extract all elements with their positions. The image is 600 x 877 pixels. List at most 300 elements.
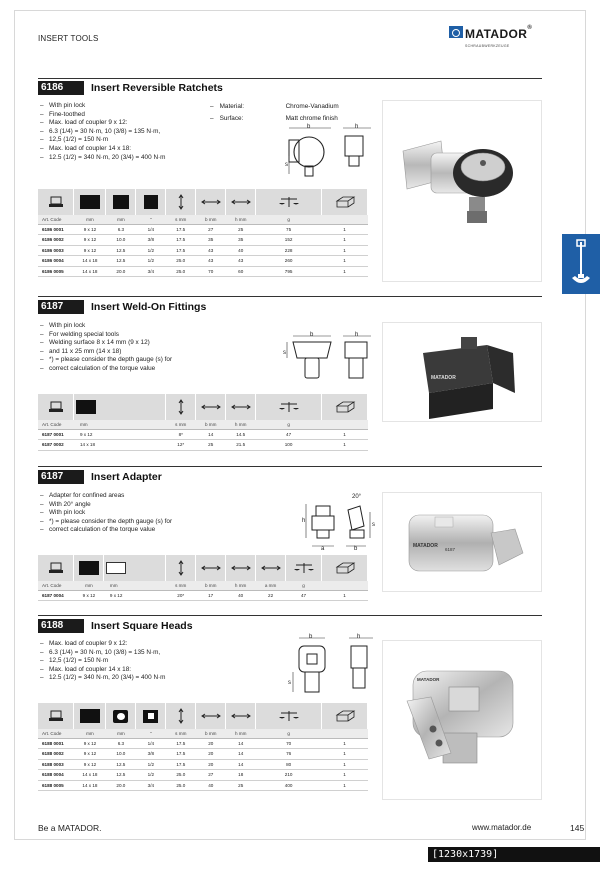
feature-item: – With pin lock [40, 102, 166, 111]
unit-cell: g [256, 215, 322, 224]
table-cell: 1/4 [136, 224, 166, 235]
table-cell: 9 x 12 [104, 590, 166, 601]
table-units-row [38, 420, 368, 429]
feature-list [40, 640, 166, 683]
table-header-icons [38, 189, 368, 215]
table-row [38, 759, 368, 770]
feature-text: 12,5 (1/2) = 150 N·m [49, 657, 109, 665]
footer-url[interactable]: www.matador.de [472, 823, 532, 832]
table-header-icons [38, 394, 368, 420]
section-divider [38, 78, 542, 79]
unit-cell: h mm [226, 215, 256, 224]
square-head-photo [383, 641, 543, 801]
dim-label-s: s [283, 350, 286, 356]
table-cell: 25 [226, 224, 256, 235]
table-cell: 25.0 [166, 770, 196, 781]
table-cell: 20.0 [106, 266, 136, 277]
height-arrow-icon [177, 708, 185, 724]
spec-table [38, 189, 368, 277]
product-photo [382, 322, 542, 422]
unit-cell: s mm [166, 729, 196, 738]
art-code-cell: 6188 0003 [38, 759, 74, 770]
unit-cell: " [136, 729, 166, 738]
technical-drawing [283, 122, 375, 184]
side-tab[interactable] [562, 234, 600, 294]
table-cell: 14 x 18 [74, 780, 106, 791]
table-cell: 1/2 [136, 770, 166, 781]
table-cell: 100 [256, 440, 322, 451]
table-cell: 43 [196, 256, 226, 267]
table-cell: 3/4 [136, 780, 166, 791]
unit-cell: mm [106, 729, 136, 738]
coupler-block-icon [48, 710, 64, 722]
table-cell: 17.5 [166, 749, 196, 760]
square-drive-icon [80, 709, 100, 723]
technical-drawing [285, 632, 377, 698]
table-row [38, 245, 368, 256]
feature-text: 12.5 (1/2) = 340 N·m, 20 (3/4) = 400 N·m [49, 674, 166, 682]
table-cell: 1 [322, 245, 368, 256]
table-cell: 40 [226, 245, 256, 256]
dim-label-h: h [357, 634, 361, 640]
dim-label-angle: 20° [352, 494, 362, 500]
dash: – [210, 103, 214, 110]
feature-list [40, 322, 172, 374]
table-cell: 27 [196, 224, 226, 235]
table-cell: 17.5 [166, 738, 196, 749]
table-cell: 14.5 [226, 429, 256, 440]
art-code-cell: 6187 0001 [38, 429, 74, 440]
footer-slogan: Be a MATADOR. [38, 823, 102, 833]
square-drive-icon [144, 195, 158, 209]
table-cell: 20 [196, 749, 226, 760]
unit-cell: g [256, 420, 322, 429]
dim-label-s: s [372, 522, 375, 528]
page-number: 145 [570, 823, 585, 833]
table-cell: 25 [196, 440, 226, 451]
table-cell: 40 [226, 590, 256, 601]
feature-item [40, 154, 166, 163]
table-cell: 14 x 18 [74, 266, 106, 277]
coupler-block-icon [48, 401, 64, 413]
table-cell: 70 [196, 266, 226, 277]
material-value: Chrome-Vanadium [285, 103, 339, 110]
table-cell: 400 [256, 780, 322, 791]
table-row [38, 224, 368, 235]
photo-brand-label: MATADOR [413, 543, 438, 549]
table-cell: 76 [256, 749, 322, 760]
table-cell: 22 [256, 590, 286, 601]
table-cell: 1 [322, 590, 368, 601]
table-cell: 25.0 [166, 780, 196, 791]
section-number: 6187 [38, 300, 84, 314]
unit-cell: Art. Code [38, 420, 74, 429]
art-code-cell: 6188 0002 [38, 749, 74, 760]
socket-drive-icon [113, 710, 128, 723]
table-cell: 8* [166, 429, 196, 440]
weld-fitting-photo [383, 323, 543, 423]
table-cell: 17.5 [166, 245, 196, 256]
table-cell: 1 [322, 738, 368, 749]
table-cell: 25 [226, 780, 256, 791]
table-cell: 1/2 [136, 256, 166, 267]
table-cell: 40 [196, 780, 226, 791]
table-cell: 6.3 [106, 224, 136, 235]
coupler-outline-icon [106, 562, 126, 574]
feature-item: – Max. load of coupler 14 x 18: [40, 666, 166, 675]
table-header-icons [38, 703, 368, 729]
feature-text: 6.3 (1/4) = 30 N·m, 10 (3/8) = 135 N·m, [49, 648, 161, 656]
feature-item [40, 649, 166, 658]
section-title: Insert Adapter [91, 471, 162, 483]
spec-table [38, 394, 368, 451]
dim-label-b: b [354, 546, 358, 552]
table-cell: 9 x 12 [74, 759, 106, 770]
spec-table [38, 555, 368, 601]
dim-label-s: s [288, 680, 291, 686]
table-row [38, 440, 368, 451]
unit-cell: b mm [196, 581, 226, 590]
table-cell: 1 [322, 440, 368, 451]
feature-list [40, 492, 172, 535]
art-code-cell: 6188 0005 [38, 780, 74, 791]
section-divider [38, 296, 542, 297]
width-arrow-icon [201, 712, 221, 720]
feature-item: – For welding special tools [40, 331, 172, 340]
product-photo [382, 492, 542, 592]
technical-drawing [300, 490, 378, 552]
table-cell: 9 x 12 [74, 749, 106, 760]
box-icon [335, 562, 355, 574]
table-cell: 9 x 12 [74, 738, 106, 749]
unit-cell [322, 581, 368, 590]
table-cell: 43 [196, 245, 226, 256]
feature-item [40, 365, 172, 374]
socket-drive-icon [113, 195, 129, 209]
width-arrow-icon [261, 564, 281, 572]
feature-item: – *) = please consider the depth gauge (s) for [40, 356, 172, 365]
unit-cell: mm [74, 215, 106, 224]
table-cell: 260 [256, 256, 322, 267]
table-cell: 1 [322, 266, 368, 277]
table-cell: 25.0 [166, 266, 196, 277]
table-row [38, 738, 368, 749]
brand-subtitle: SCHRAUBWERKZEUGE [465, 44, 510, 48]
art-code-cell: 6188 0004 [38, 770, 74, 781]
table-cell: 25.0 [166, 256, 196, 267]
unit-cell: Art. Code [38, 581, 74, 590]
table-cell: 12* [166, 440, 196, 451]
feature-item: – Max. load of coupler 14 x 18: [40, 145, 166, 154]
unit-cell: b mm [196, 215, 226, 224]
feature-item: – Adapter for confined areas [40, 492, 172, 501]
product-photo [382, 640, 542, 800]
table-cell: 1 [322, 780, 368, 791]
width-arrow-icon [201, 198, 221, 206]
table-cell: 3/4 [136, 266, 166, 277]
table-cell: 80 [256, 759, 322, 770]
table-cell: 17.5 [166, 235, 196, 246]
table-cell: 10.0 [106, 749, 136, 760]
unit-cell: h mm [226, 420, 256, 429]
table-cell: 12.5 [106, 245, 136, 256]
unit-cell: a mm [256, 581, 286, 590]
unit-cell [322, 420, 368, 429]
unit-cell: b mm [196, 729, 226, 738]
table-cell: 1/2 [136, 245, 166, 256]
width-arrow-icon [231, 198, 251, 206]
coupler-block-icon [48, 562, 64, 574]
square-drive-icon [76, 400, 96, 414]
feature-item: – With pin lock [40, 509, 172, 518]
product-photo [382, 100, 542, 282]
table-cell: 9 x 12 [74, 224, 106, 235]
table-cell: 21.5 [226, 440, 256, 451]
unit-cell: s mm [166, 581, 196, 590]
table-cell: 20.0 [106, 780, 136, 791]
table-cell: 1 [322, 759, 368, 770]
dim-label-h: h [302, 518, 306, 524]
dim-label-a: a [321, 546, 325, 552]
table-cell: 10.0 [106, 235, 136, 246]
square-drive-icon [143, 710, 158, 723]
table-cell: 70 [256, 738, 322, 749]
table-cell: 3/8 [136, 235, 166, 246]
table-row [38, 780, 368, 791]
section-title: Insert Reversible Ratchets [91, 82, 223, 94]
table-cell: 14 x 18 [74, 256, 106, 267]
dim-label-b: b [310, 332, 314, 338]
feature-item: – Welding surface 8 x 14 mm (9 x 12) [40, 339, 172, 348]
dim-label-h: h [355, 332, 359, 338]
unit-cell: mm [106, 215, 136, 224]
art-code-cell: 6186 0004 [38, 256, 74, 267]
surface-value: Matt chrome finish [285, 115, 338, 122]
unit-cell: h mm [226, 729, 256, 738]
unit-cell: g [286, 581, 322, 590]
surface-label: Surface: [219, 115, 244, 122]
table-cell: 795 [256, 266, 322, 277]
unit-cell: g [256, 729, 322, 738]
feature-text: correct calculation of the torque value [49, 526, 156, 534]
table-cell: 60 [226, 266, 256, 277]
scale-icon [278, 401, 300, 413]
technical-drawing [283, 330, 375, 382]
table-cell: 9 x 12 [74, 245, 106, 256]
image-watermark: [1230x1739] https://upic.me/ [428, 847, 600, 862]
table-cell: 35 [196, 235, 226, 246]
feature-item [40, 674, 166, 683]
table-cell: 14 x 18 [74, 440, 166, 451]
table-cell: 14 [226, 738, 256, 749]
unit-cell [322, 729, 368, 738]
square-drive-icon [79, 561, 99, 575]
unit-cell: Art. Code [38, 729, 74, 738]
unit-cell: mm [74, 420, 166, 429]
feature-text: and 11 x 25 mm (14 x 18) [49, 347, 122, 355]
feature-item: – Max. load of coupler 9 x 12: [40, 119, 166, 128]
art-code-cell: 6187 0004 [38, 590, 74, 601]
scale-icon [293, 562, 315, 574]
box-icon [335, 196, 355, 208]
table-cell: 1 [322, 429, 368, 440]
table-cell: 1 [322, 256, 368, 267]
section-title: Insert Square Heads [91, 620, 193, 632]
width-arrow-icon [231, 712, 251, 720]
table-cell: 17.5 [166, 759, 196, 770]
section-title: Insert Weld-On Fittings [91, 301, 207, 313]
feature-item: – Fine-toothed [40, 111, 166, 120]
table-cell: 152 [256, 235, 322, 246]
table-cell: 12.5 [106, 256, 136, 267]
table-cell: 75 [256, 224, 322, 235]
table-cell: 12.5 [106, 759, 136, 770]
feature-item [40, 348, 172, 357]
brand-registered: ® [527, 25, 533, 31]
dim-label-b: b [309, 634, 313, 640]
feature-item: – With 20° angle [40, 501, 172, 510]
photo-code-label: 6187 [445, 547, 456, 552]
art-code-cell: 6186 0001 [38, 224, 74, 235]
feature-text: 12,5 (1/2) = 150 N·m [49, 136, 109, 144]
square-drive-icon [80, 195, 100, 209]
unit-cell: mm [74, 729, 106, 738]
table-cell: 43 [226, 256, 256, 267]
unit-cell: " [136, 215, 166, 224]
table-cell: 6.3 [106, 738, 136, 749]
table-cell: 1 [322, 749, 368, 760]
width-arrow-icon [201, 564, 221, 572]
feature-item [40, 526, 172, 535]
table-cell: 14 x 18 [74, 770, 106, 781]
unit-cell: b mm [196, 420, 226, 429]
height-arrow-icon [177, 560, 185, 576]
height-arrow-icon [177, 399, 185, 415]
table-cell: 20* [166, 590, 196, 601]
table-cell: 1 [322, 235, 368, 246]
table-cell: 9 x 12 [74, 429, 166, 440]
table-row [38, 749, 368, 760]
header-section-label: INSERT TOOLS [38, 34, 99, 43]
feature-list [40, 102, 166, 162]
art-code-cell: 6188 0001 [38, 738, 74, 749]
width-arrow-icon [231, 564, 251, 572]
table-cell: 12.5 [106, 770, 136, 781]
table-units-row [38, 729, 368, 738]
brand-logo [449, 25, 532, 48]
table-cell: 20 [196, 738, 226, 749]
feature-item [40, 136, 166, 145]
height-arrow-icon [177, 194, 185, 210]
feature-item: – Max. load of coupler 9 x 12: [40, 640, 166, 649]
width-arrow-icon [201, 403, 221, 411]
feature-text: 6.3 (1/4) = 30 N·m, 10 (3/8) = 135 N·m, [49, 127, 161, 135]
table-cell: 1 [322, 224, 368, 235]
feature-item: – *) = please consider the depth gauge (s) for [40, 518, 172, 527]
photo-brand-label: MATADOR [417, 677, 440, 682]
feature-item: – With pin lock [40, 322, 172, 331]
table-cell: 1/2 [136, 759, 166, 770]
table-cell: 14 [226, 759, 256, 770]
art-code-cell: 6186 0002 [38, 235, 74, 246]
ratchet-photo [383, 101, 543, 283]
table-cell: 9 x 12 [74, 590, 104, 601]
unit-cell [322, 215, 368, 224]
table-row [38, 770, 368, 781]
dim-label-h: h [355, 124, 359, 130]
spec-table [38, 703, 368, 791]
dim-label-b: b [307, 124, 311, 130]
table-cell: 18 [226, 770, 256, 781]
table-cell: 17.5 [166, 224, 196, 235]
scale-icon [278, 710, 300, 722]
table-cell: 1/4 [136, 738, 166, 749]
unit-cell: mm [74, 581, 104, 590]
table-cell: 20 [196, 759, 226, 770]
table-cell: 9 x 12 [74, 235, 106, 246]
material-label: Material: [219, 103, 245, 110]
feature-text: 12.5 (1/2) = 340 N·m, 20 (3/4) = 400 N·m [49, 153, 166, 161]
table-cell: 228 [256, 245, 322, 256]
table-cell: 17 [196, 590, 226, 601]
section-number: 6188 [38, 619, 84, 633]
box-icon [335, 401, 355, 413]
table-cell: 210 [256, 770, 322, 781]
feature-text: correct calculation of the torque value [49, 364, 156, 372]
table-cell: 27 [196, 770, 226, 781]
adapter-photo [383, 493, 543, 593]
unit-cell: s mm [166, 420, 196, 429]
table-units-row [38, 215, 368, 224]
brand-name: MATADOR [465, 27, 528, 41]
dim-label-s: s [285, 162, 288, 168]
unit-cell: h mm [226, 581, 256, 590]
table-row [38, 266, 368, 277]
table-cell: 1 [322, 770, 368, 781]
table-cell: 14 [226, 749, 256, 760]
table-row [38, 256, 368, 267]
unit-cell: mm [104, 581, 166, 590]
section-number: 6187 [38, 470, 84, 484]
width-arrow-icon [231, 403, 251, 411]
photo-brand-label: MATADOR [431, 375, 456, 381]
section-number: 6186 [38, 81, 84, 95]
logo-mark-icon [449, 26, 463, 38]
dash: – [210, 115, 214, 122]
art-code-cell: 6187 0002 [38, 440, 74, 451]
scale-icon [278, 196, 300, 208]
feature-item [40, 128, 166, 137]
wrench-tab-icon [562, 234, 600, 294]
table-row [38, 429, 368, 440]
table-cell: 14 [196, 429, 226, 440]
table-row [38, 235, 368, 246]
table-header-icons [38, 555, 368, 581]
art-code-cell: 6186 0003 [38, 245, 74, 256]
feature-item [40, 657, 166, 666]
section-divider [38, 615, 542, 616]
table-units-row [38, 581, 368, 590]
table-cell: 47 [256, 429, 322, 440]
box-icon [335, 710, 355, 722]
table-row [38, 590, 368, 601]
table-cell: 35 [226, 235, 256, 246]
coupler-block-icon [48, 196, 64, 208]
unit-cell: Art. Code [38, 215, 74, 224]
art-code-cell: 6186 0005 [38, 266, 74, 277]
table-cell: 47 [286, 590, 322, 601]
section-divider [38, 466, 542, 467]
